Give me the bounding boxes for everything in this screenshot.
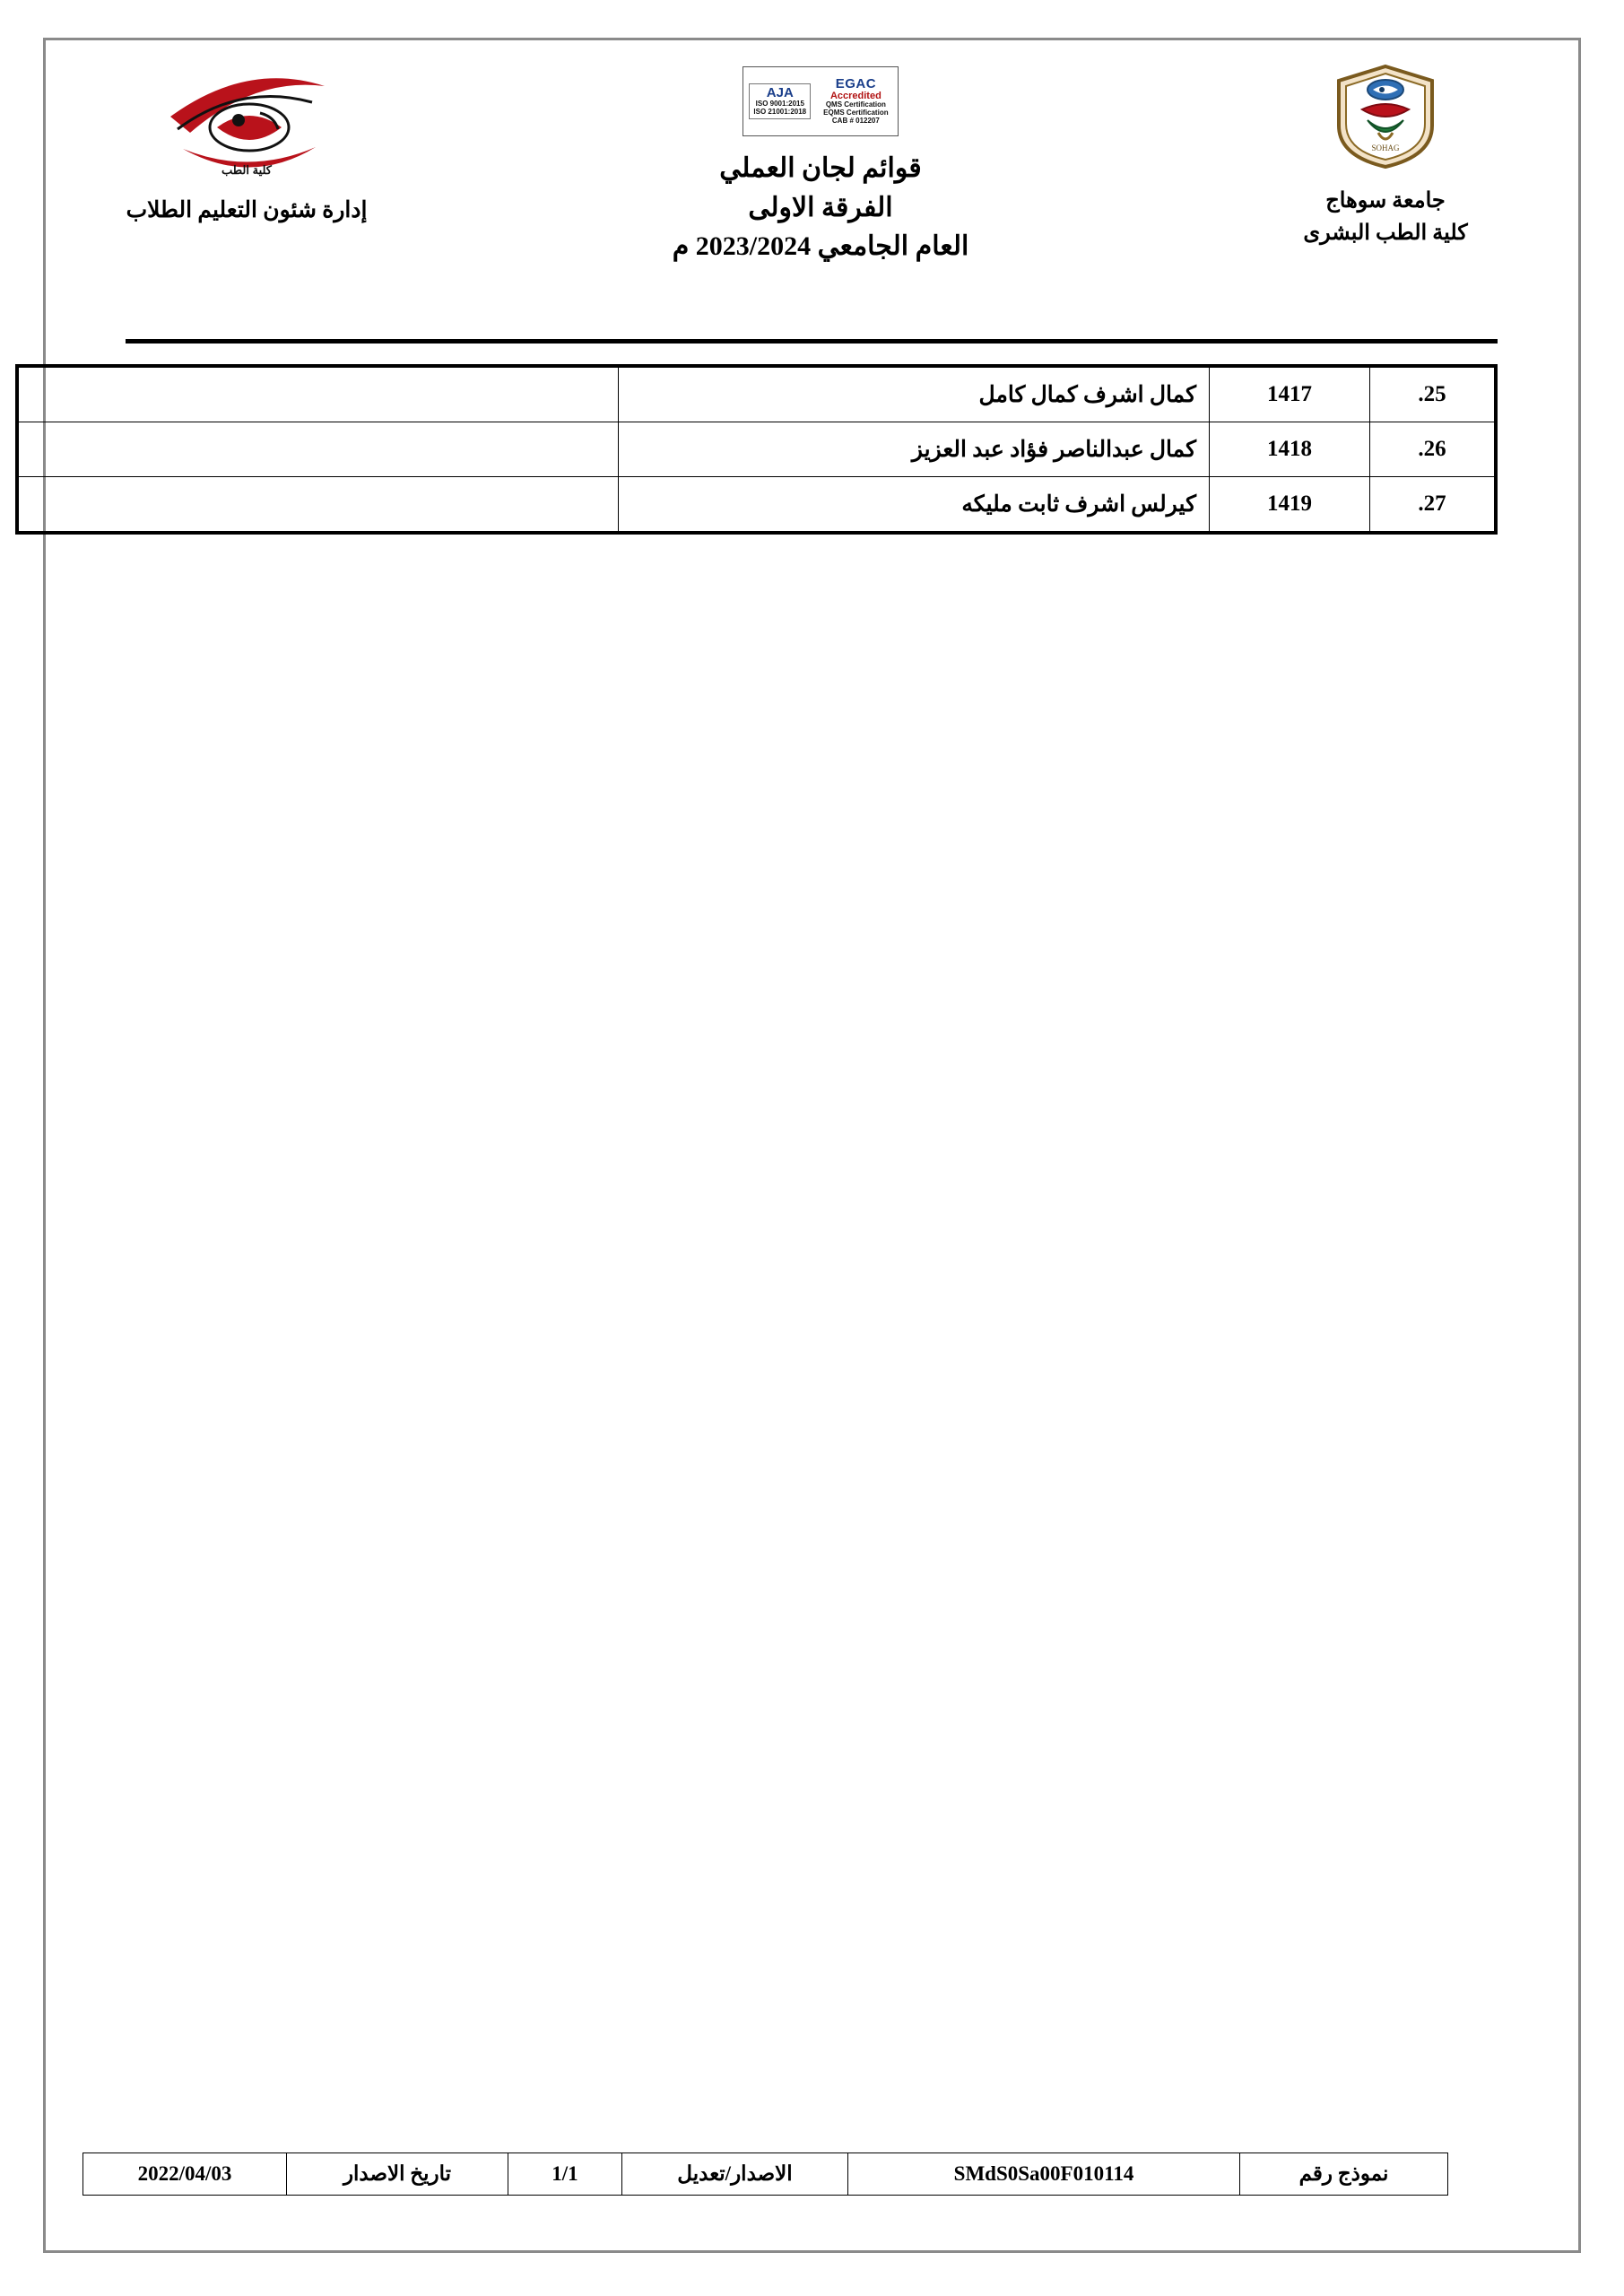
- document-footer: [137, 2152, 1448, 2196]
- row-number: .26: [1370, 422, 1497, 477]
- egac-line1: QMS Certification: [825, 100, 886, 109]
- egac-title: EGAC: [835, 75, 877, 91]
- student-name: كمال عبدالناصر فؤاد عبد العزيز: [619, 422, 1210, 477]
- footer-row: [83, 2153, 1448, 2196]
- svg-text:SOHAG: SOHAG: [1371, 144, 1400, 152]
- revision-value: 1/1: [508, 2153, 622, 2196]
- row-number: .25: [1370, 366, 1497, 422]
- document-title-line1: قوائم لجان العملي: [719, 153, 922, 183]
- accreditation-logos: [743, 66, 898, 136]
- sohag-university-crest-icon: [1328, 63, 1443, 170]
- student-affairs-identity: [99, 63, 395, 223]
- university-identity: [1246, 63, 1524, 249]
- student-name: كيرلس اشرف ثابت مليكه: [619, 477, 1210, 534]
- signature-cell: [17, 366, 619, 422]
- aja-line2: ISO 21001:2018: [753, 107, 807, 116]
- students-table: [15, 364, 1498, 535]
- issue-date-label: تاريخ الاصدار: [287, 2153, 508, 2196]
- student-id: 1419: [1210, 477, 1370, 534]
- header-divider: [126, 339, 1498, 344]
- student-id: 1418: [1210, 422, 1370, 477]
- egac-subtitle: Accredited: [829, 90, 881, 101]
- egac-line3: CAB # 012207: [831, 117, 880, 126]
- svg-text:كلية الطب: كلية الطب: [221, 163, 272, 177]
- egac-line2: EQMS Certification: [823, 109, 889, 117]
- students-table-container: [112, 364, 1498, 535]
- form-number-label: نموذج رقم: [1240, 2153, 1448, 2196]
- form-number-value: SMdS0Sa00F010114: [848, 2153, 1240, 2196]
- egac-accreditation-icon: [820, 75, 891, 127]
- revision-label: الاصدار/تعديل: [622, 2153, 848, 2196]
- table-row: [17, 477, 1496, 534]
- table-row: [17, 366, 1496, 422]
- issue-date-value: 2022/04/03: [83, 2153, 287, 2196]
- aja-line1: ISO 9001:2015: [755, 99, 804, 108]
- aja-certification-icon: [749, 83, 811, 119]
- document-header: [99, 63, 1524, 296]
- signature-cell: [17, 422, 619, 477]
- signature-cell: [17, 477, 619, 534]
- faculty-name: كلية الطب البشرى: [1303, 222, 1468, 245]
- footer-table: [83, 2152, 1448, 2196]
- department-name: إدارة شئون التعليم الطلاب: [126, 198, 368, 222]
- academic-year: العام الجامعي 2023/2024 م: [672, 231, 969, 261]
- aja-title: AJA: [766, 85, 794, 101]
- document-title-line2: الفرقة الاولى: [748, 192, 893, 222]
- table-row: [17, 422, 1496, 477]
- student-name: كمال اشرف كمال كامل: [619, 366, 1210, 422]
- row-number: .27: [1370, 477, 1497, 534]
- student-id: 1417: [1210, 366, 1370, 422]
- student-affairs-logo-icon: [152, 63, 341, 184]
- header-center: [395, 63, 1246, 266]
- university-name: جامعة سوهاج: [1325, 189, 1446, 213]
